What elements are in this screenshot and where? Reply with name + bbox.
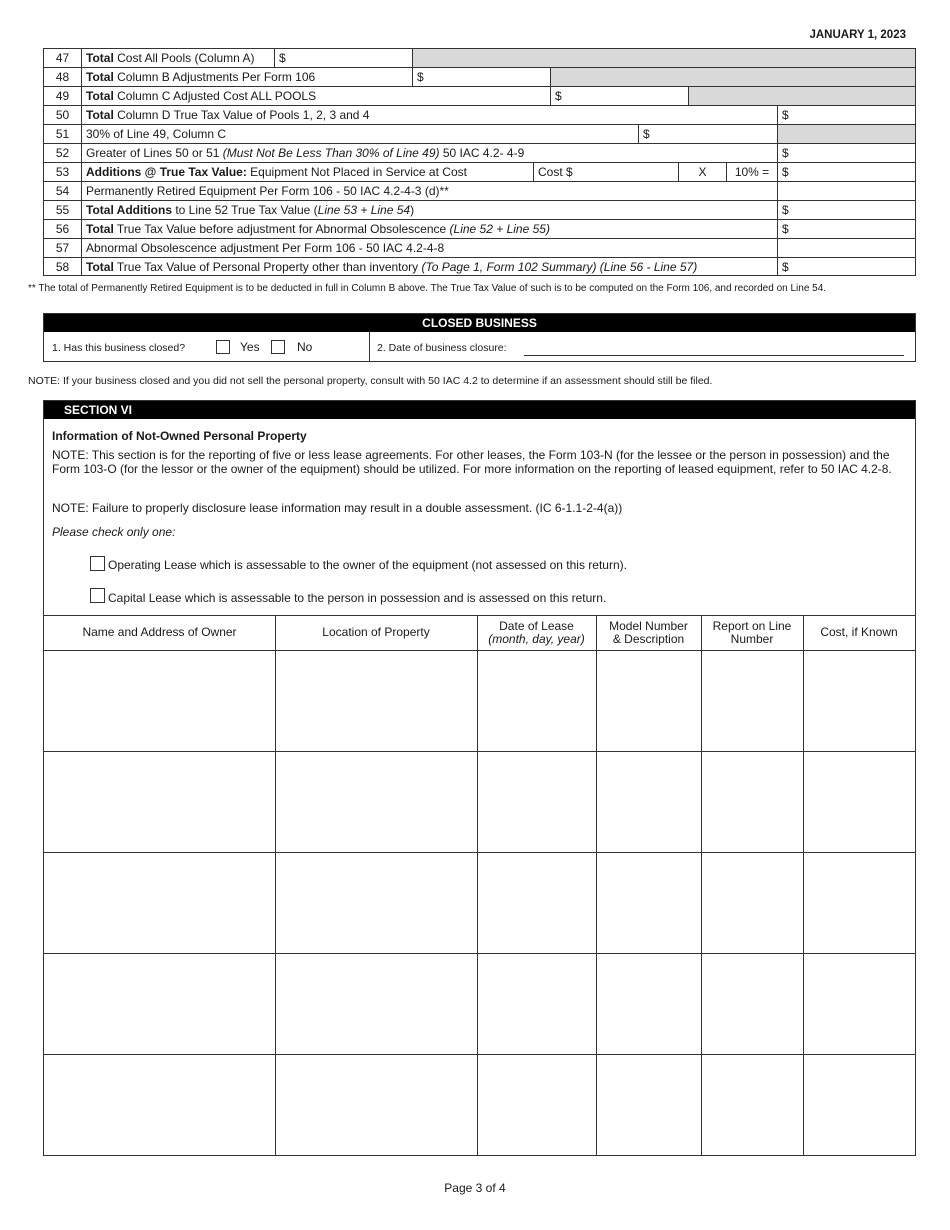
row-line bbox=[44, 1054, 915, 1055]
line-54-row bbox=[43, 181, 916, 200]
line-55-amount[interactable]: $ bbox=[777, 200, 916, 219]
line-number: 49 bbox=[43, 86, 81, 105]
line-number: 55 bbox=[43, 200, 81, 219]
line-number: 50 bbox=[43, 105, 81, 124]
lease-note: NOTE: This section is for the reporting of five or less lease agreements. For other leases, the Form 103-N (for the lessee or the person in possession) and the Form 103-O (for the lessor or the owner of the equipment) should be utilized. For more information on the reporting of leased equipment, refer to 50 IAC 4.2-8. bbox=[52, 448, 892, 476]
line-53-row bbox=[43, 162, 916, 181]
line-52-row bbox=[43, 143, 916, 162]
page-number: Page 3 of 4 bbox=[444, 1181, 506, 1195]
line-number: 58 bbox=[43, 257, 81, 276]
line-57-row bbox=[43, 238, 916, 257]
shaded-cell bbox=[777, 124, 916, 143]
line-57-amount[interactable] bbox=[777, 238, 916, 257]
line-56-amount[interactable]: $ bbox=[777, 219, 916, 238]
lease-table-header bbox=[44, 615, 915, 651]
line-number: 52 bbox=[43, 143, 81, 162]
percent-label: 10% = bbox=[726, 162, 777, 181]
col-cost: Cost, if Known bbox=[820, 625, 898, 640]
line-label: Total Column D True Tax Value of Pools 1, 2, 3 and 4 bbox=[81, 105, 777, 124]
closed-no-checkbox[interactable] bbox=[271, 340, 285, 354]
yes-label: Yes bbox=[240, 340, 260, 354]
line-number: 47 bbox=[43, 48, 81, 67]
col-model: Model Number & Description bbox=[609, 618, 688, 646]
line-label: Total Cost All Pools (Column A) bbox=[81, 48, 274, 67]
capital-lease-label: Capital Lease which is assessable to the person in possession and is assessed on this return. bbox=[108, 591, 607, 605]
operating-lease-label: Operating Lease which is assessable to the owner of the equipment (not assessed on this return). bbox=[108, 558, 627, 572]
line-number: 51 bbox=[43, 124, 81, 143]
line-label: Greater of Lines 50 or 51 (Must Not Be Less Than 30% of Line 49) 50 IAC 4.2- 4-9 bbox=[81, 143, 777, 162]
col-owner: Name and Address of Owner bbox=[82, 625, 237, 640]
line-54-amount[interactable] bbox=[777, 181, 916, 200]
line-47-row bbox=[43, 48, 916, 67]
line-label: Abnormal Obsolescence adjustment Per Form 106 - 50 IAC 4.2-4-8 bbox=[81, 238, 777, 257]
capital-lease-checkbox[interactable] bbox=[90, 588, 105, 603]
line-label: 30% of Line 49, Column C bbox=[81, 124, 638, 143]
section-vi bbox=[43, 400, 916, 1156]
closed-question: 1. Has this business closed? bbox=[52, 342, 186, 354]
line-58-row bbox=[43, 257, 916, 272]
line-58-amount[interactable]: $ bbox=[777, 257, 916, 276]
closed-business-title: CLOSED BUSINESS bbox=[44, 314, 915, 332]
line-label: Total Column C Adjusted Cost ALL POOLS bbox=[81, 86, 550, 105]
double-assessment-note: NOTE: Failure to properly disclosure lease information may result in a double assessment. (IC 6-1.1-2-4(a)) bbox=[52, 501, 623, 515]
line-48-row bbox=[43, 67, 916, 86]
operating-lease-checkbox[interactable] bbox=[90, 556, 105, 571]
row-line bbox=[44, 751, 915, 752]
check-instruction: Please check only one: bbox=[52, 525, 176, 539]
divider bbox=[369, 332, 370, 362]
closure-date-field[interactable] bbox=[524, 355, 904, 356]
line-number: 53 bbox=[43, 162, 81, 181]
line-49-row bbox=[43, 86, 916, 105]
shaded-cell bbox=[412, 48, 916, 67]
line-51-amount[interactable]: $ bbox=[638, 124, 777, 143]
grid-line bbox=[477, 615, 478, 1155]
closed-business-note: NOTE: If your business closed and you did not sell the personal property, consult with 50 IAC 4.2 to determine if an assessment should still be filed. bbox=[28, 375, 713, 387]
shaded-cell bbox=[550, 67, 916, 86]
line-50-row bbox=[43, 105, 916, 124]
line-47-amount[interactable]: $ bbox=[274, 48, 412, 67]
line-50-amount[interactable]: $ bbox=[777, 105, 916, 124]
line-52-amount[interactable]: $ bbox=[777, 143, 916, 162]
line-items-table bbox=[43, 48, 916, 272]
line-48-amount[interactable]: $ bbox=[412, 67, 550, 86]
line-number: 57 bbox=[43, 238, 81, 257]
line-label: Permanently Retired Equipment Per Form 106 - 50 IAC 4.2-4-3 (d)** bbox=[81, 181, 777, 200]
line-51-row bbox=[43, 124, 916, 143]
line-label: Total Column B Adjustments Per Form 106 bbox=[81, 67, 412, 86]
section-vi-title: SECTION VI bbox=[44, 401, 915, 419]
line-number: 56 bbox=[43, 219, 81, 238]
line-label: Total True Tax Value before adjustment for Abnormal Obsolescence (Line 52 + Line 55) bbox=[81, 219, 777, 238]
form-date: JANUARY 1, 2023 bbox=[809, 29, 906, 41]
col-location: Location of Property bbox=[322, 625, 430, 640]
multiply-sign: X bbox=[678, 162, 726, 181]
col-date: Date of Lease (month, day, year) bbox=[488, 618, 585, 646]
line-label: Total True Tax Value of Personal Property other than inventory (To Page 1, Form 102 Summary) (Line 56 - Line 57) bbox=[81, 257, 777, 276]
line-number: 48 bbox=[43, 67, 81, 86]
closed-business-section bbox=[43, 313, 916, 362]
grid-line bbox=[803, 615, 804, 1155]
line-55-row bbox=[43, 200, 916, 219]
line-label: Total Additions to Line 52 True Tax Value (Line 53 + Line 54) bbox=[81, 200, 777, 219]
grid-line bbox=[596, 615, 597, 1155]
shaded-cell bbox=[688, 86, 916, 105]
closed-yes-checkbox[interactable] bbox=[216, 340, 230, 354]
no-label: No bbox=[297, 340, 313, 354]
footnote: ** The total of Permanently Retired Equipment is to be deducted in full in Column B above. The True Tax Value of such is to be computed on the Form 106, and recorded on Line 54. bbox=[28, 283, 827, 294]
row-line bbox=[44, 953, 915, 954]
line-label: Additions @ True Tax Value: Equipment Not Placed in Service at Cost bbox=[81, 162, 533, 181]
row-line bbox=[44, 852, 915, 853]
closure-date-label: 2. Date of business closure: bbox=[377, 342, 507, 354]
section-vi-subtitle: Information of Not-Owned Personal Property bbox=[52, 429, 307, 443]
grid-line bbox=[701, 615, 702, 1155]
grid-line bbox=[275, 615, 276, 1155]
line-56-row bbox=[43, 219, 916, 238]
line-53-cost[interactable]: Cost $ bbox=[533, 162, 678, 181]
col-report-line: Report on Line Number bbox=[712, 618, 792, 646]
line-49-amount[interactable]: $ bbox=[550, 86, 688, 105]
line-number: 54 bbox=[43, 181, 81, 200]
line-53-amount[interactable]: $ bbox=[777, 162, 916, 181]
